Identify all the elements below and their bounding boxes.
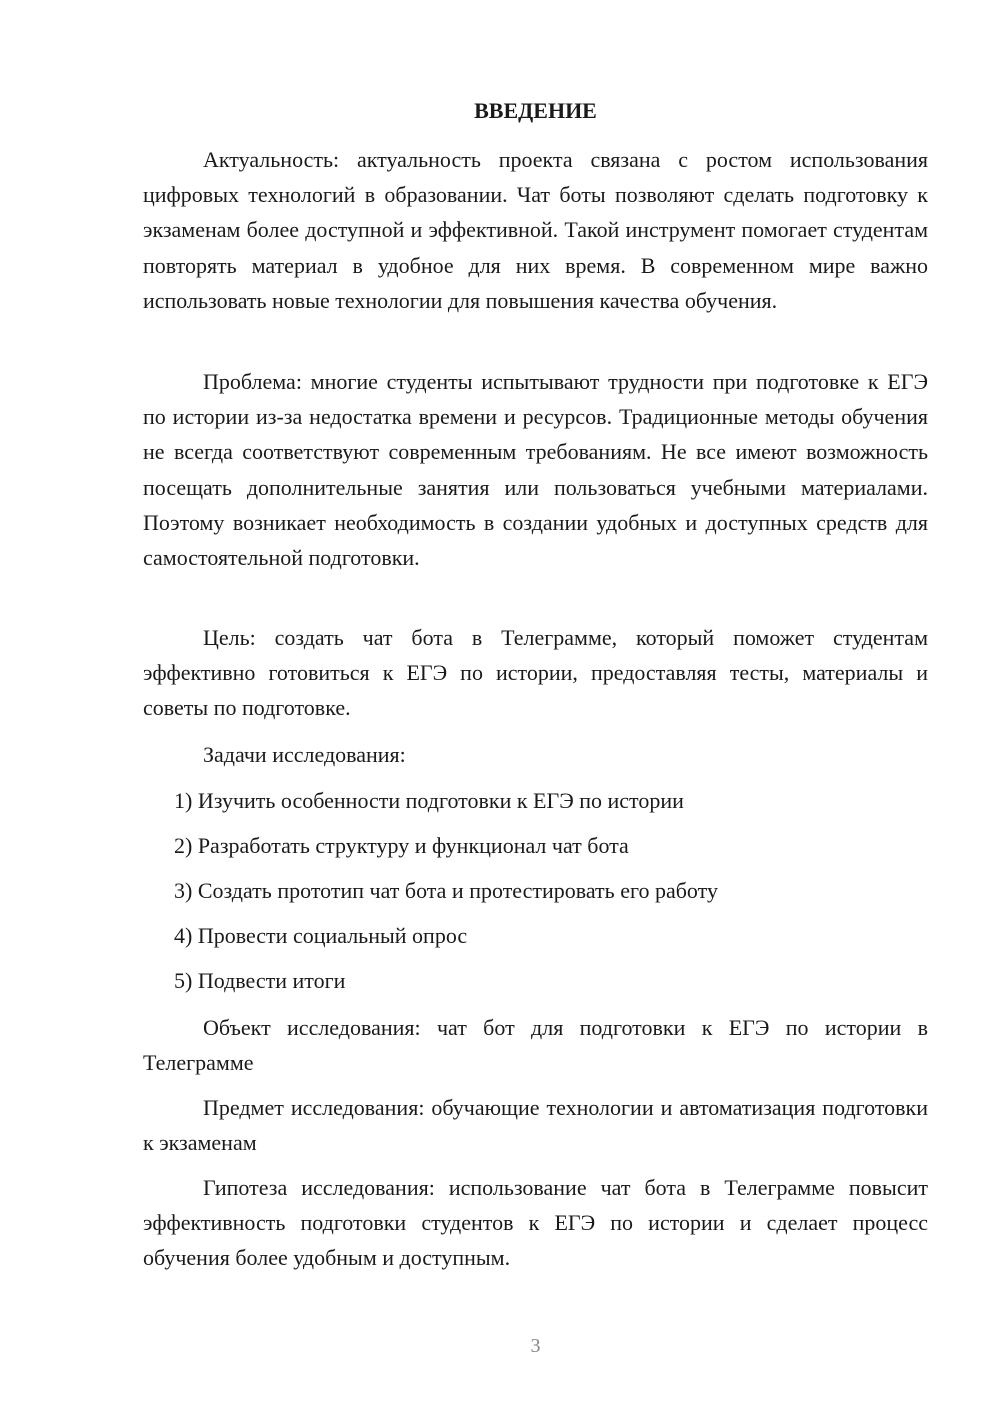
task-item: 5) Подвести итоги bbox=[174, 968, 346, 993]
paragraph-object: Объект исследования: чат бот для подготовки к ЕГЭ по истории в Телеграмме bbox=[143, 1015, 928, 1076]
task-item: 3) Создать прототип чат бота и протестировать его работу bbox=[174, 878, 718, 903]
paragraph-problem: Проблема: многие студенты испытывают трудности при подготовке к ЕГЭ по истории из-за недостатка времени и ресурсов. Традиционные методы обучения не всегда соответствуют современным требованиям. Не все имеют возможность посещать дополнительные занятия или пользоваться учебными материалами. Поэтому возникает необходимость в создании удобных и доступных средств для самостоятельной подготовки. bbox=[143, 369, 928, 571]
task-item: 2) Разработать структуру и функционал чат бота bbox=[174, 833, 629, 858]
section-title: ВВЕДЕНИЕ bbox=[474, 98, 597, 123]
paragraph-subject: Предмет исследования: обучающие технологии и автоматизация подготовки к экзаменам bbox=[143, 1095, 928, 1156]
page-number: 3 bbox=[530, 1335, 541, 1357]
tasks-heading: Задачи исследования: bbox=[203, 742, 406, 767]
paragraph-relevance: Актуальность: актуальность проекта связана с ростом использования цифровых технологий в образовании. Чат боты позволяют сделать подготовку к экзаменам более доступной и эффективной. Такой инструмент помогает студентам повторять материал в удобное для них время. В современном мире важно использовать новые технологии для повышения качества обучения. bbox=[143, 147, 928, 313]
paragraph-hypothesis: Гипотеза исследования: использование чат бота в Телеграмме повысит эффективность подготовки студентов к ЕГЭ по истории и сделает процесс обучения более удобным и доступным. bbox=[143, 1175, 928, 1271]
task-item: 1) Изучить особенности подготовки к ЕГЭ по истории bbox=[174, 788, 684, 813]
document-page bbox=[143, 0, 928, 1414]
paragraph-goal: Цель: создать чат бота в Телеграмме, который поможет студентам эффективно готовиться к ЕГЭ по истории, предоставляя тесты, материалы и советы по подготовке. bbox=[143, 625, 928, 721]
task-item: 4) Провести социальный опрос bbox=[174, 923, 468, 948]
